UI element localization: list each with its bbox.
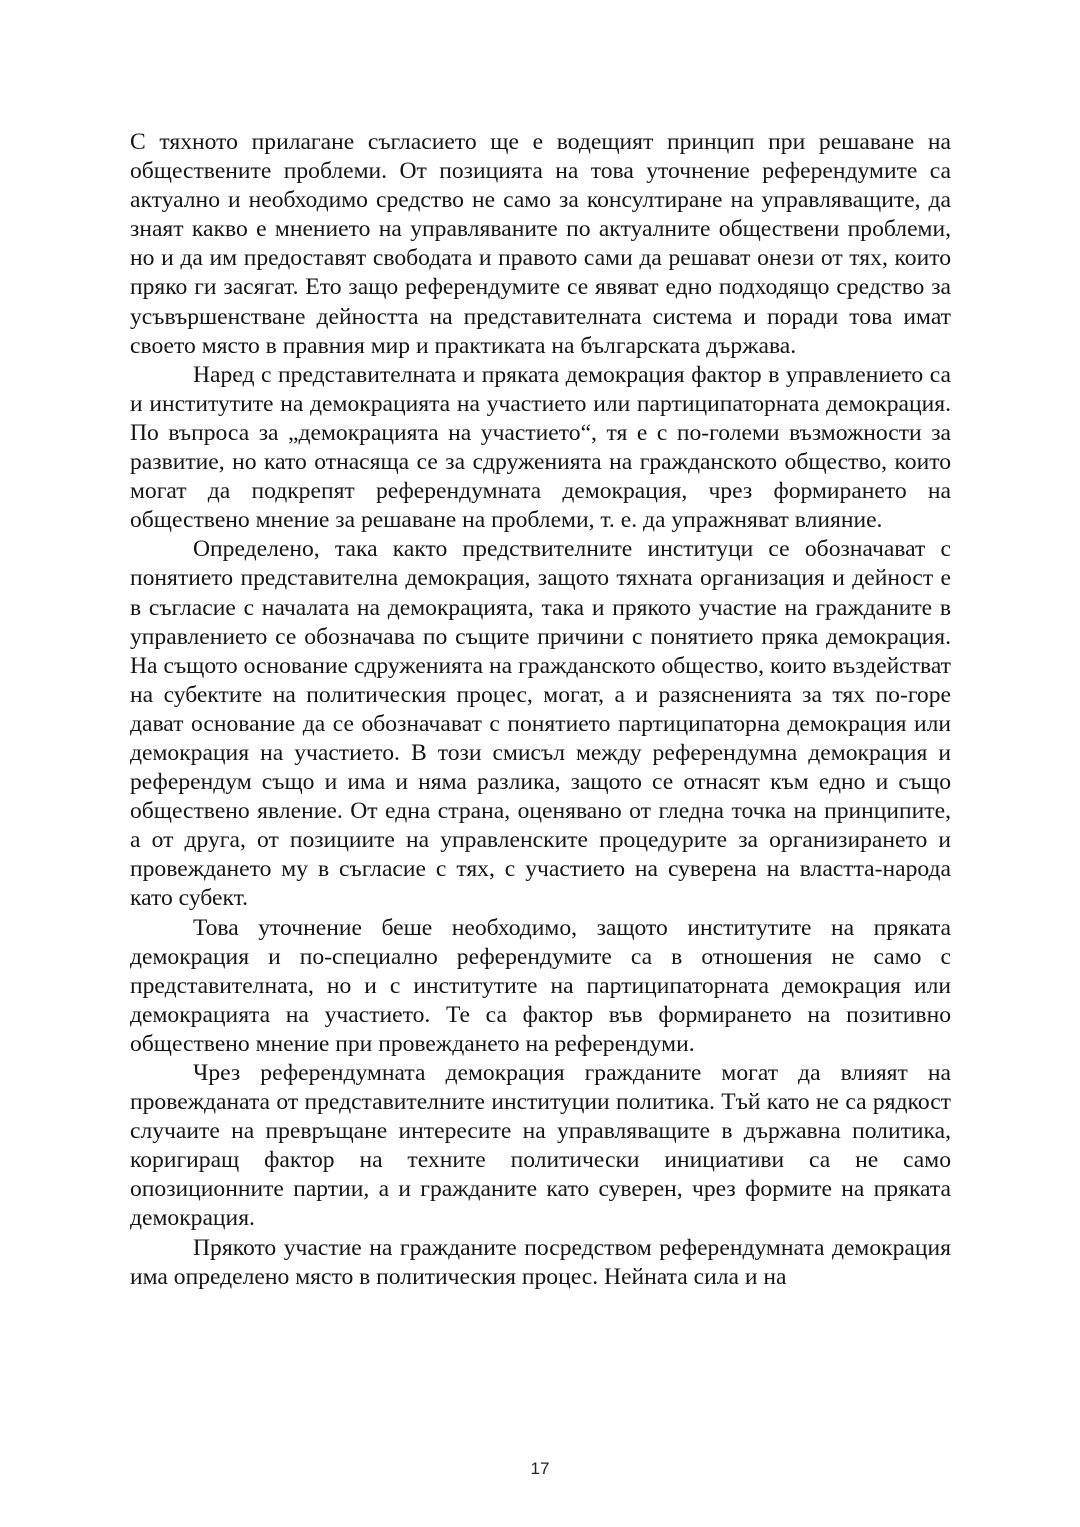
paragraph-3: Определено, така както предствителните институци се обозначават с понятието представителна демокрация, защото тяхната организация и дейност е в съгласие с началата на демокрацията, така и прякото участие на гражданите в управлението се обозначава по същите причини с понятието пряка демокрация. На същото основание сдруженията на гражданското общество, които въздействат на субектите на политическия процес, могат, а и разясненията за тях по-горе дават основание да се обозначават с понятието партиципаторна демокрация или демокрация на участието. В този смисъл между референдумна демокрация и референдум също и има и няма разлика, защото се отнасят към едно и също обществено явление. От една страна, оценявано от гледна точка на принципите, а от друга, от позициите на управленските процедурите за организирането и провеждането му в съгласие с тях, с участието на суверена на властта-народа като субект. — [130, 536, 951, 912]
paragraph-4: Това уточнение беше необходимо, защото институтите на пряката демокрация и по-специално референдумите са в отношения не само с представителната, но и с институтите на партиципаторната демокрация или демокрацията на участието. Те са фактор във формирането на позитивно обществено мнение при провеждането на референдуми. — [130, 914, 951, 1057]
paragraph-2: Наред с представителната и пряката демокрация фактор в управлението са и институтите на демокрацията на участието или партиципаторната демокрация. По въпроса за „демокрацията на участието“, тя е с по-големи възможности за развитие, но като отнасяща се за сдруженията на гражданското общество, които могат да подкрепят референдумната демокрация, чрез формирането на обществено мнение за решаване на проблеми, т. е. да упражняват влияние. — [130, 361, 951, 534]
paragraph-6: Прякото участие на гражданите посредством референдумната демокрация има определено място в политическия процес. Нейната сила и на — [130, 1234, 951, 1290]
paragraph-5: Чрез референдумната демокрация гражданите могат да влияят на провежданата от представителните институции политика. Тъй като не са рядкост случаите на превръщане интересите на управляващите в държавна политика, коригиращ фактор на техните политически инициативи са не само опозиционните партии, а и гражданите като суверен, чрез формите на пряката демокрация. — [130, 1060, 951, 1232]
page-number: 17 — [530, 1459, 550, 1478]
body-text — [130, 128, 951, 1292]
paragraph-1: С тяхното прилагане съгласието ще е водещият принцип при решаване на обществените проблеми. От позицията на това уточнение референдумите са актуално и необходимо средство не само за консултиране на управляващите, да знаят какво е мнението на управляваните по актуалните обществени проблеми, но и да им предоставят свободата и правото сами да решават онези от тях, които пряко ги засягат. Ето защо референдумите се явяват едно подходящо средство за усъвършенстване дейността на представителната система и поради това имат своето място в правния мир и практиката на българската държава. — [130, 129, 951, 359]
